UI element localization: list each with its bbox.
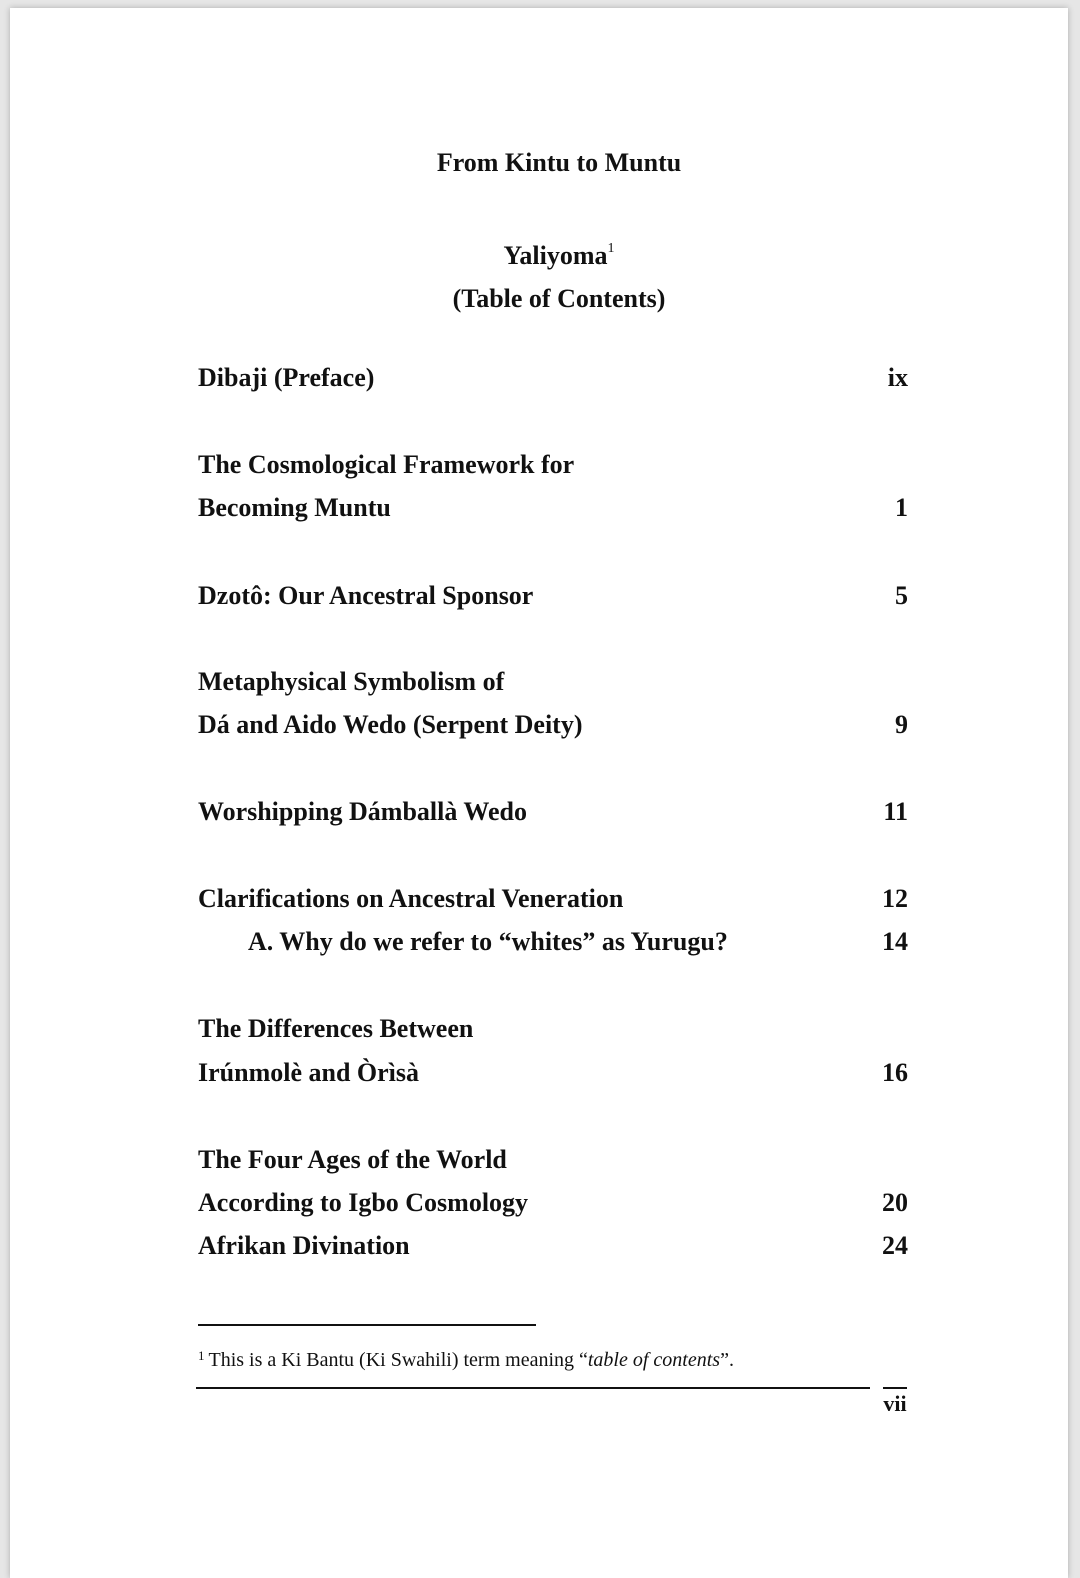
toc-title: Yaliyoma: [503, 241, 608, 270]
toc-heading: [10, 234, 1080, 320]
page-number-rule: [883, 1387, 907, 1389]
toc-entry-title: Dzotô: Our Ancestral Sponsor: [198, 581, 534, 610]
toc-entry-title: The Cosmological Framework for: [198, 450, 575, 479]
footnote-separator: [198, 1324, 536, 1326]
toc-entry-title: Dá and Aido Wedo (Serpent Deity): [198, 710, 583, 739]
toc-entry-page: 24: [882, 1231, 908, 1260]
toc-entry-title: Clarifications on Ancestral Veneration: [198, 884, 624, 913]
toc-subentry-yurugu[interactable]: [198, 922, 920, 962]
toc-entry-metaphysical-symbolism-cont[interactable]: [198, 705, 920, 745]
toc-entry-irunmole-orisa-cont[interactable]: [198, 1053, 920, 1093]
toc-entry-title: Becoming Muntu: [198, 493, 391, 522]
toc-entry-title: The Four Ages of the World: [198, 1145, 507, 1174]
page-number: vii: [883, 1391, 907, 1416]
footnote-text-end: ”.: [720, 1349, 734, 1371]
footnote-reference[interactable]: 1: [607, 241, 615, 256]
footnote: [198, 1348, 734, 1372]
toc-entry-page: ix: [887, 363, 908, 392]
toc-entry-irunmole-orisa[interactable]: [198, 1009, 920, 1049]
toc-entry-preface[interactable]: [198, 358, 920, 398]
book-title: From Kintu to Muntu: [436, 148, 682, 177]
toc-entry-four-ages[interactable]: [198, 1140, 920, 1180]
toc-entry-metaphysical-symbolism[interactable]: [198, 662, 920, 702]
toc-entry-dzoto[interactable]: [198, 576, 920, 616]
toc-entry-title: Irúnmolè and Òrìsà: [198, 1058, 420, 1087]
toc-entry-cosmological-framework-cont[interactable]: [198, 488, 920, 528]
toc-entry-page: 5: [895, 581, 908, 610]
toc-entry-page: 12: [882, 884, 908, 913]
toc-title-line: [10, 234, 1080, 277]
toc-subtitle: (Table of Contents): [452, 284, 666, 313]
toc-entry-title: Metaphysical Symbolism of: [198, 667, 505, 696]
toc-entry-title: Worshipping Dámballà Wedo: [198, 797, 527, 826]
footnote-italic-text: table of contents: [587, 1349, 721, 1371]
toc-entry-page: 14: [882, 927, 908, 956]
toc-entry-title: According to Igbo Cosmology: [198, 1188, 529, 1217]
book-page: [10, 8, 1068, 1578]
page-bottom-rule: [196, 1387, 870, 1389]
toc-entry-page: 20: [882, 1188, 908, 1217]
toc-entry-title: A. Why do we refer to “whites” as Yurugu?: [248, 927, 728, 956]
toc-entry-four-ages-cont[interactable]: [198, 1183, 920, 1223]
footnote-text: This is a Ki Bantu (Ki Swahili) term meaning “: [208, 1349, 588, 1371]
footnote-number: 1: [198, 1348, 205, 1363]
toc-entry-afrikan-divination[interactable]: [198, 1226, 920, 1266]
toc-entry-page: 16: [882, 1058, 908, 1087]
toc-entry-page: 1: [895, 493, 908, 522]
toc-entry-title: The Differences Between: [198, 1014, 474, 1043]
toc-entry-ancestral-veneration[interactable]: [198, 879, 920, 919]
toc-entry-cosmological-framework[interactable]: [198, 445, 920, 485]
toc-entry-page: 11: [883, 797, 908, 826]
toc-entry-page: 9: [895, 710, 908, 739]
toc-entry-worshipping-damballa[interactable]: [198, 792, 920, 832]
toc-entry-title: Dibaji (Preface): [198, 363, 375, 392]
toc-entry-title: Afrikan Divination: [198, 1231, 410, 1260]
